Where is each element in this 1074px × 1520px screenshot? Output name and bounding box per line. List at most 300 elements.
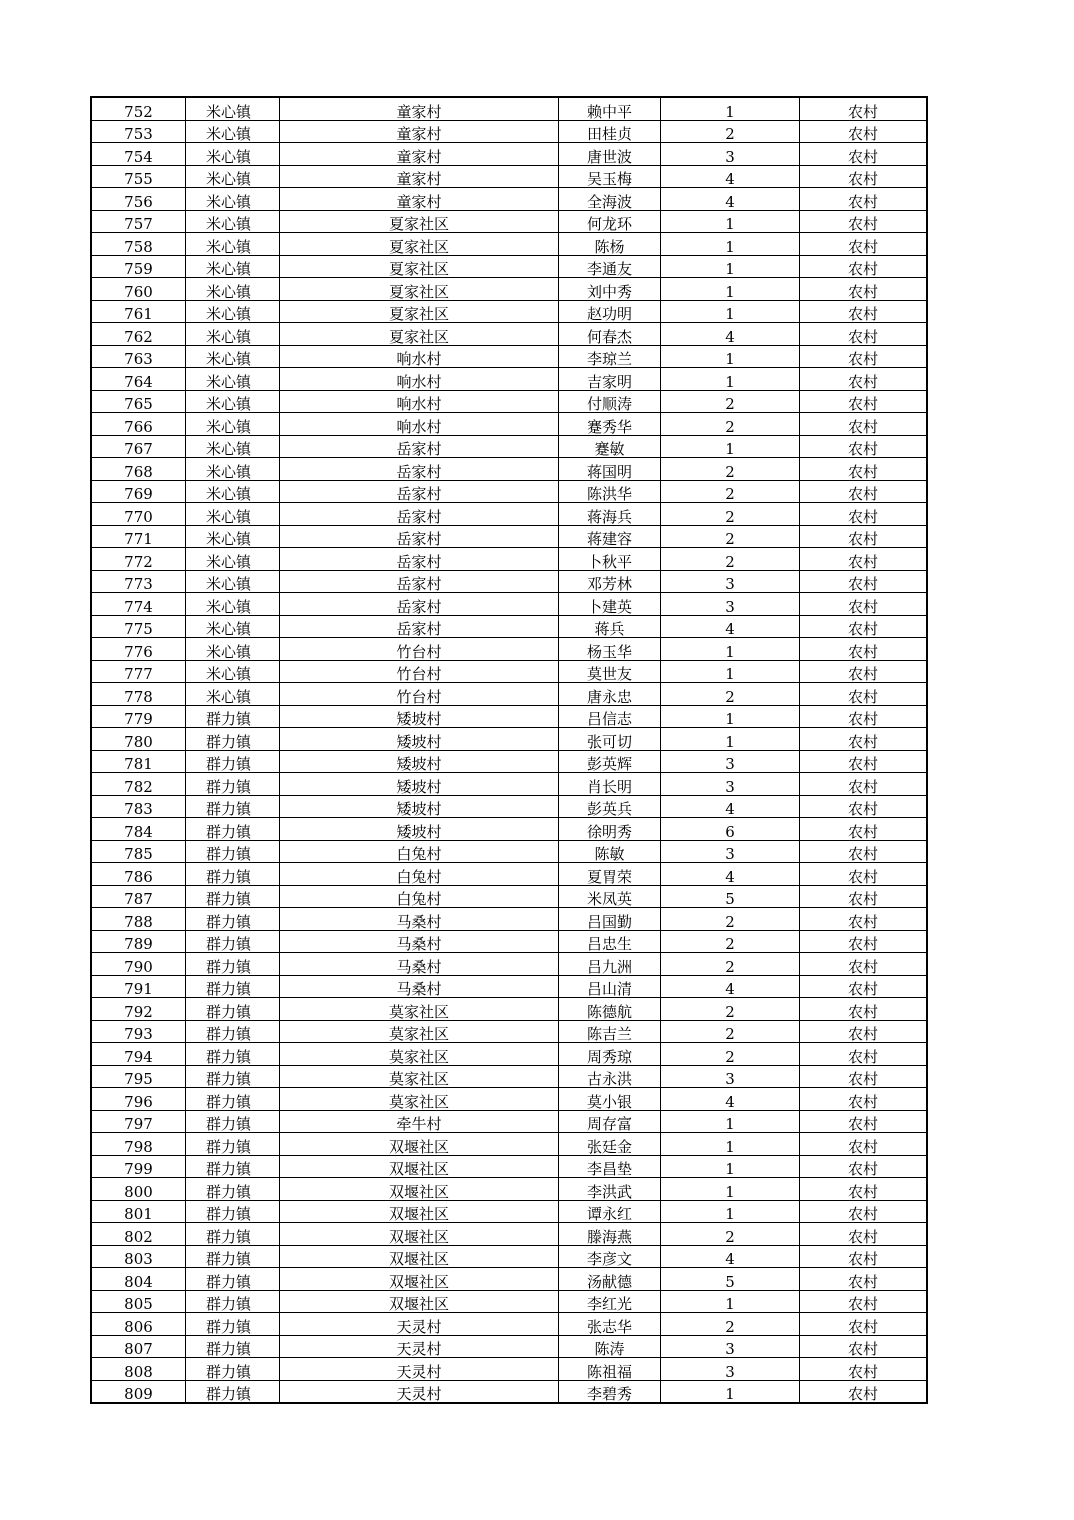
row-number-cell: 796 bbox=[91, 1088, 186, 1111]
name-cell: 李昌垫 bbox=[559, 1155, 661, 1178]
village-cell: 夏家社区 bbox=[280, 300, 559, 323]
table-row bbox=[91, 188, 927, 211]
household-size-cell: 4 bbox=[661, 1088, 800, 1111]
name-cell: 田桂贞 bbox=[559, 120, 661, 143]
table-row bbox=[91, 525, 927, 548]
name-cell: 唐世波 bbox=[559, 143, 661, 166]
table-row bbox=[91, 1178, 927, 1201]
row-number-cell: 784 bbox=[91, 818, 186, 841]
category-cell: 农村 bbox=[800, 953, 928, 976]
household-size-cell: 3 bbox=[661, 1335, 800, 1358]
household-size-cell: 2 bbox=[661, 1223, 800, 1246]
name-cell: 邓芳林 bbox=[559, 570, 661, 593]
category-cell: 农村 bbox=[800, 1380, 928, 1403]
village-cell: 竹台村 bbox=[280, 638, 559, 661]
table-row bbox=[91, 1043, 927, 1066]
name-cell: 彭英辉 bbox=[559, 750, 661, 773]
name-cell: 赵功明 bbox=[559, 300, 661, 323]
row-number-cell: 803 bbox=[91, 1245, 186, 1268]
row-number-cell: 802 bbox=[91, 1223, 186, 1246]
town-cell: 米心镇 bbox=[186, 660, 280, 683]
town-cell: 米心镇 bbox=[186, 390, 280, 413]
table-row bbox=[91, 278, 927, 301]
category-cell: 农村 bbox=[800, 1110, 928, 1133]
name-cell: 吕信志 bbox=[559, 705, 661, 728]
category-cell: 农村 bbox=[800, 458, 928, 481]
table-row bbox=[91, 1313, 927, 1336]
household-size-cell: 1 bbox=[661, 1200, 800, 1223]
town-cell: 群力镇 bbox=[186, 998, 280, 1021]
table-row bbox=[91, 548, 927, 571]
row-number-cell: 785 bbox=[91, 840, 186, 863]
household-size-cell: 2 bbox=[661, 908, 800, 931]
table-row bbox=[91, 1380, 927, 1403]
household-size-cell: 1 bbox=[661, 660, 800, 683]
household-size-cell: 2 bbox=[661, 953, 800, 976]
category-cell: 农村 bbox=[800, 728, 928, 751]
row-number-cell: 771 bbox=[91, 525, 186, 548]
table-row bbox=[91, 323, 927, 346]
town-cell: 群力镇 bbox=[186, 1290, 280, 1313]
row-number-cell: 756 bbox=[91, 188, 186, 211]
town-cell: 群力镇 bbox=[186, 728, 280, 751]
table-row bbox=[91, 1290, 927, 1313]
name-cell: 谭永红 bbox=[559, 1200, 661, 1223]
village-cell: 童家村 bbox=[280, 188, 559, 211]
table-row bbox=[91, 593, 927, 616]
household-size-cell: 2 bbox=[661, 458, 800, 481]
household-size-cell: 4 bbox=[661, 863, 800, 886]
table-row bbox=[91, 233, 927, 256]
town-cell: 米心镇 bbox=[186, 345, 280, 368]
household-size-cell: 4 bbox=[661, 188, 800, 211]
household-size-cell: 4 bbox=[661, 975, 800, 998]
household-size-cell: 1 bbox=[661, 1155, 800, 1178]
category-cell: 农村 bbox=[800, 818, 928, 841]
household-size-cell: 2 bbox=[661, 998, 800, 1021]
town-cell: 米心镇 bbox=[186, 638, 280, 661]
town-cell: 群力镇 bbox=[186, 1245, 280, 1268]
village-cell: 天灵村 bbox=[280, 1313, 559, 1336]
village-cell: 夏家社区 bbox=[280, 323, 559, 346]
name-cell: 蹇敏 bbox=[559, 435, 661, 458]
name-cell: 陈杨 bbox=[559, 233, 661, 256]
table-row bbox=[91, 930, 927, 953]
row-number-cell: 789 bbox=[91, 930, 186, 953]
category-cell: 农村 bbox=[800, 1020, 928, 1043]
household-size-cell: 1 bbox=[661, 278, 800, 301]
row-number-cell: 779 bbox=[91, 705, 186, 728]
category-cell: 农村 bbox=[800, 233, 928, 256]
household-size-cell: 1 bbox=[661, 435, 800, 458]
household-size-cell: 4 bbox=[661, 615, 800, 638]
table-row bbox=[91, 818, 927, 841]
category-cell: 农村 bbox=[800, 705, 928, 728]
row-number-cell: 794 bbox=[91, 1043, 186, 1066]
household-size-cell: 2 bbox=[661, 1313, 800, 1336]
village-cell: 天灵村 bbox=[280, 1335, 559, 1358]
category-cell: 农村 bbox=[800, 368, 928, 391]
name-cell: 吕山清 bbox=[559, 975, 661, 998]
category-cell: 农村 bbox=[800, 863, 928, 886]
household-size-cell: 3 bbox=[661, 773, 800, 796]
village-cell: 莫家社区 bbox=[280, 1043, 559, 1066]
name-cell: 蹇秀华 bbox=[559, 413, 661, 436]
category-cell: 农村 bbox=[800, 1268, 928, 1291]
household-size-cell: 2 bbox=[661, 480, 800, 503]
category-cell: 农村 bbox=[800, 1065, 928, 1088]
category-cell: 农村 bbox=[800, 1313, 928, 1336]
name-cell: 蒋海兵 bbox=[559, 503, 661, 526]
village-cell: 白兔村 bbox=[280, 863, 559, 886]
category-cell: 农村 bbox=[800, 525, 928, 548]
row-number-cell: 798 bbox=[91, 1133, 186, 1156]
village-cell: 矮坡村 bbox=[280, 728, 559, 751]
village-cell: 夏家社区 bbox=[280, 278, 559, 301]
category-cell: 农村 bbox=[800, 480, 928, 503]
village-cell: 响水村 bbox=[280, 368, 559, 391]
row-number-cell: 800 bbox=[91, 1178, 186, 1201]
table-row bbox=[91, 1155, 927, 1178]
row-number-cell: 783 bbox=[91, 795, 186, 818]
category-cell: 农村 bbox=[800, 1358, 928, 1381]
name-cell: 李彦文 bbox=[559, 1245, 661, 1268]
category-cell: 农村 bbox=[800, 300, 928, 323]
household-size-cell: 3 bbox=[661, 1065, 800, 1088]
town-cell: 米心镇 bbox=[186, 615, 280, 638]
village-cell: 竹台村 bbox=[280, 683, 559, 706]
table-row bbox=[91, 840, 927, 863]
category-cell: 农村 bbox=[800, 593, 928, 616]
town-cell: 群力镇 bbox=[186, 1178, 280, 1201]
household-size-cell: 1 bbox=[661, 210, 800, 233]
household-size-cell: 1 bbox=[661, 1290, 800, 1313]
row-number-cell: 773 bbox=[91, 570, 186, 593]
village-cell: 矮坡村 bbox=[280, 818, 559, 841]
row-number-cell: 782 bbox=[91, 773, 186, 796]
name-cell: 莫世友 bbox=[559, 660, 661, 683]
household-size-cell: 3 bbox=[661, 143, 800, 166]
household-size-cell: 2 bbox=[661, 683, 800, 706]
row-number-cell: 780 bbox=[91, 728, 186, 751]
town-cell: 群力镇 bbox=[186, 705, 280, 728]
town-cell: 群力镇 bbox=[186, 1043, 280, 1066]
category-cell: 农村 bbox=[800, 413, 928, 436]
village-cell: 矮坡村 bbox=[280, 773, 559, 796]
category-cell: 农村 bbox=[800, 390, 928, 413]
table-row bbox=[91, 795, 927, 818]
town-cell: 群力镇 bbox=[186, 1133, 280, 1156]
category-cell: 农村 bbox=[800, 570, 928, 593]
household-size-cell: 4 bbox=[661, 165, 800, 188]
household-size-cell: 1 bbox=[661, 233, 800, 256]
category-cell: 农村 bbox=[800, 165, 928, 188]
name-cell: 周存富 bbox=[559, 1110, 661, 1133]
household-table bbox=[90, 96, 928, 1404]
table-body bbox=[91, 97, 927, 1403]
row-number-cell: 754 bbox=[91, 143, 186, 166]
name-cell: 陈洪华 bbox=[559, 480, 661, 503]
village-cell: 双堰社区 bbox=[280, 1290, 559, 1313]
row-number-cell: 792 bbox=[91, 998, 186, 1021]
household-size-cell: 2 bbox=[661, 503, 800, 526]
category-cell: 农村 bbox=[800, 255, 928, 278]
table-row bbox=[91, 1268, 927, 1291]
table-row bbox=[91, 1200, 927, 1223]
name-cell: 彭英兵 bbox=[559, 795, 661, 818]
table-row bbox=[91, 998, 927, 1021]
category-cell: 农村 bbox=[800, 660, 928, 683]
name-cell: 米凤英 bbox=[559, 885, 661, 908]
village-cell: 莫家社区 bbox=[280, 1065, 559, 1088]
table-row bbox=[91, 1065, 927, 1088]
category-cell: 农村 bbox=[800, 210, 928, 233]
town-cell: 米心镇 bbox=[186, 255, 280, 278]
table-row bbox=[91, 885, 927, 908]
town-cell: 米心镇 bbox=[186, 548, 280, 571]
name-cell: 何龙环 bbox=[559, 210, 661, 233]
village-cell: 双堰社区 bbox=[280, 1245, 559, 1268]
row-number-cell: 808 bbox=[91, 1358, 186, 1381]
town-cell: 群力镇 bbox=[186, 1380, 280, 1403]
row-number-cell: 776 bbox=[91, 638, 186, 661]
name-cell: 杨玉华 bbox=[559, 638, 661, 661]
village-cell: 童家村 bbox=[280, 143, 559, 166]
household-size-cell: 2 bbox=[661, 1020, 800, 1043]
name-cell: 李碧秀 bbox=[559, 1380, 661, 1403]
row-number-cell: 767 bbox=[91, 435, 186, 458]
household-size-cell: 4 bbox=[661, 323, 800, 346]
town-cell: 米心镇 bbox=[186, 120, 280, 143]
village-cell: 莫家社区 bbox=[280, 1020, 559, 1043]
category-cell: 农村 bbox=[800, 750, 928, 773]
table-row bbox=[91, 480, 927, 503]
row-number-cell: 799 bbox=[91, 1155, 186, 1178]
town-cell: 群力镇 bbox=[186, 1268, 280, 1291]
household-size-cell: 3 bbox=[661, 840, 800, 863]
town-cell: 群力镇 bbox=[186, 1155, 280, 1178]
village-cell: 矮坡村 bbox=[280, 795, 559, 818]
village-cell: 白兔村 bbox=[280, 840, 559, 863]
name-cell: 肖长明 bbox=[559, 773, 661, 796]
village-cell: 岳家村 bbox=[280, 548, 559, 571]
name-cell: 陈吉兰 bbox=[559, 1020, 661, 1043]
name-cell: 吕国勤 bbox=[559, 908, 661, 931]
row-number-cell: 769 bbox=[91, 480, 186, 503]
household-size-cell: 1 bbox=[661, 1178, 800, 1201]
category-cell: 农村 bbox=[800, 885, 928, 908]
row-number-cell: 781 bbox=[91, 750, 186, 773]
name-cell: 张志华 bbox=[559, 1313, 661, 1336]
village-cell: 双堰社区 bbox=[280, 1155, 559, 1178]
town-cell: 米心镇 bbox=[186, 165, 280, 188]
category-cell: 农村 bbox=[800, 1043, 928, 1066]
table-row bbox=[91, 210, 927, 233]
town-cell: 米心镇 bbox=[186, 683, 280, 706]
row-number-cell: 774 bbox=[91, 593, 186, 616]
household-size-cell: 1 bbox=[661, 1133, 800, 1156]
town-cell: 米心镇 bbox=[186, 143, 280, 166]
row-number-cell: 793 bbox=[91, 1020, 186, 1043]
household-size-cell: 1 bbox=[661, 1380, 800, 1403]
row-number-cell: 772 bbox=[91, 548, 186, 571]
name-cell: 蒋国明 bbox=[559, 458, 661, 481]
row-number-cell: 804 bbox=[91, 1268, 186, 1291]
row-number-cell: 757 bbox=[91, 210, 186, 233]
household-size-cell: 2 bbox=[661, 1043, 800, 1066]
household-size-cell: 1 bbox=[661, 705, 800, 728]
village-cell: 童家村 bbox=[280, 120, 559, 143]
row-number-cell: 760 bbox=[91, 278, 186, 301]
row-number-cell: 763 bbox=[91, 345, 186, 368]
town-cell: 群力镇 bbox=[186, 908, 280, 931]
village-cell: 双堰社区 bbox=[280, 1268, 559, 1291]
table-row bbox=[91, 615, 927, 638]
village-cell: 响水村 bbox=[280, 390, 559, 413]
village-cell: 矮坡村 bbox=[280, 705, 559, 728]
name-cell: 蒋建容 bbox=[559, 525, 661, 548]
category-cell: 农村 bbox=[800, 840, 928, 863]
village-cell: 夏家社区 bbox=[280, 233, 559, 256]
name-cell: 李红光 bbox=[559, 1290, 661, 1313]
village-cell: 岳家村 bbox=[280, 458, 559, 481]
table-row bbox=[91, 503, 927, 526]
town-cell: 米心镇 bbox=[186, 233, 280, 256]
table-row bbox=[91, 638, 927, 661]
village-cell: 岳家村 bbox=[280, 593, 559, 616]
village-cell: 响水村 bbox=[280, 413, 559, 436]
category-cell: 农村 bbox=[800, 1133, 928, 1156]
row-number-cell: 775 bbox=[91, 615, 186, 638]
town-cell: 群力镇 bbox=[186, 1020, 280, 1043]
table-row bbox=[91, 1133, 927, 1156]
category-cell: 农村 bbox=[800, 1088, 928, 1111]
village-cell: 岳家村 bbox=[280, 480, 559, 503]
table-row bbox=[91, 97, 927, 120]
town-cell: 米心镇 bbox=[186, 413, 280, 436]
category-cell: 农村 bbox=[800, 1245, 928, 1268]
category-cell: 农村 bbox=[800, 998, 928, 1021]
name-cell: 李洪武 bbox=[559, 1178, 661, 1201]
table-row bbox=[91, 255, 927, 278]
name-cell: 汤献德 bbox=[559, 1268, 661, 1291]
row-number-cell: 791 bbox=[91, 975, 186, 998]
row-number-cell: 795 bbox=[91, 1065, 186, 1088]
row-number-cell: 755 bbox=[91, 165, 186, 188]
table-row bbox=[91, 750, 927, 773]
village-cell: 双堰社区 bbox=[280, 1200, 559, 1223]
village-cell: 竹台村 bbox=[280, 660, 559, 683]
village-cell: 莫家社区 bbox=[280, 1088, 559, 1111]
name-cell: 滕海燕 bbox=[559, 1223, 661, 1246]
table-row bbox=[91, 773, 927, 796]
row-number-cell: 806 bbox=[91, 1313, 186, 1336]
village-cell: 童家村 bbox=[280, 97, 559, 120]
town-cell: 群力镇 bbox=[186, 773, 280, 796]
table-row bbox=[91, 953, 927, 976]
town-cell: 米心镇 bbox=[186, 323, 280, 346]
name-cell: 吴玉梅 bbox=[559, 165, 661, 188]
category-cell: 农村 bbox=[800, 1223, 928, 1246]
table-row bbox=[91, 1088, 927, 1111]
category-cell: 农村 bbox=[800, 773, 928, 796]
name-cell: 李通友 bbox=[559, 255, 661, 278]
town-cell: 米心镇 bbox=[186, 278, 280, 301]
town-cell: 米心镇 bbox=[186, 210, 280, 233]
village-cell: 马桑村 bbox=[280, 953, 559, 976]
town-cell: 群力镇 bbox=[186, 975, 280, 998]
table-row bbox=[91, 863, 927, 886]
row-number-cell: 753 bbox=[91, 120, 186, 143]
name-cell: 赖中平 bbox=[559, 97, 661, 120]
village-cell: 岳家村 bbox=[280, 435, 559, 458]
table-row bbox=[91, 120, 927, 143]
household-size-cell: 1 bbox=[661, 1110, 800, 1133]
row-number-cell: 790 bbox=[91, 953, 186, 976]
household-size-cell: 3 bbox=[661, 593, 800, 616]
row-number-cell: 752 bbox=[91, 97, 186, 120]
table-row bbox=[91, 165, 927, 188]
household-size-cell: 3 bbox=[661, 1358, 800, 1381]
row-number-cell: 797 bbox=[91, 1110, 186, 1133]
table-row bbox=[91, 908, 927, 931]
table-row bbox=[91, 390, 927, 413]
row-number-cell: 786 bbox=[91, 863, 186, 886]
category-cell: 农村 bbox=[800, 503, 928, 526]
village-cell: 双堰社区 bbox=[280, 1133, 559, 1156]
table-row bbox=[91, 570, 927, 593]
household-size-cell: 5 bbox=[661, 1268, 800, 1291]
village-cell: 天灵村 bbox=[280, 1380, 559, 1403]
village-cell: 岳家村 bbox=[280, 615, 559, 638]
category-cell: 农村 bbox=[800, 683, 928, 706]
household-size-cell: 5 bbox=[661, 885, 800, 908]
town-cell: 米心镇 bbox=[186, 503, 280, 526]
household-size-cell: 6 bbox=[661, 818, 800, 841]
name-cell: 徐明秀 bbox=[559, 818, 661, 841]
name-cell: 蒋兵 bbox=[559, 615, 661, 638]
category-cell: 农村 bbox=[800, 345, 928, 368]
name-cell: 夏胃荣 bbox=[559, 863, 661, 886]
town-cell: 群力镇 bbox=[186, 1065, 280, 1088]
village-cell: 白兔村 bbox=[280, 885, 559, 908]
town-cell: 群力镇 bbox=[186, 1335, 280, 1358]
table-row bbox=[91, 705, 927, 728]
village-cell: 牵牛村 bbox=[280, 1110, 559, 1133]
category-cell: 农村 bbox=[800, 120, 928, 143]
household-size-cell: 1 bbox=[661, 97, 800, 120]
town-cell: 米心镇 bbox=[186, 525, 280, 548]
table-row bbox=[91, 1110, 927, 1133]
town-cell: 米心镇 bbox=[186, 480, 280, 503]
household-size-cell: 2 bbox=[661, 525, 800, 548]
row-number-cell: 788 bbox=[91, 908, 186, 931]
name-cell: 陈祖福 bbox=[559, 1358, 661, 1381]
row-number-cell: 777 bbox=[91, 660, 186, 683]
table-row bbox=[91, 1335, 927, 1358]
category-cell: 农村 bbox=[800, 1155, 928, 1178]
category-cell: 农村 bbox=[800, 1178, 928, 1201]
table-row bbox=[91, 1358, 927, 1381]
name-cell: 陈涛 bbox=[559, 1335, 661, 1358]
name-cell: 吕忠生 bbox=[559, 930, 661, 953]
table-row bbox=[91, 345, 927, 368]
town-cell: 群力镇 bbox=[186, 795, 280, 818]
row-number-cell: 770 bbox=[91, 503, 186, 526]
village-cell: 矮坡村 bbox=[280, 750, 559, 773]
category-cell: 农村 bbox=[800, 795, 928, 818]
name-cell: 张可切 bbox=[559, 728, 661, 751]
